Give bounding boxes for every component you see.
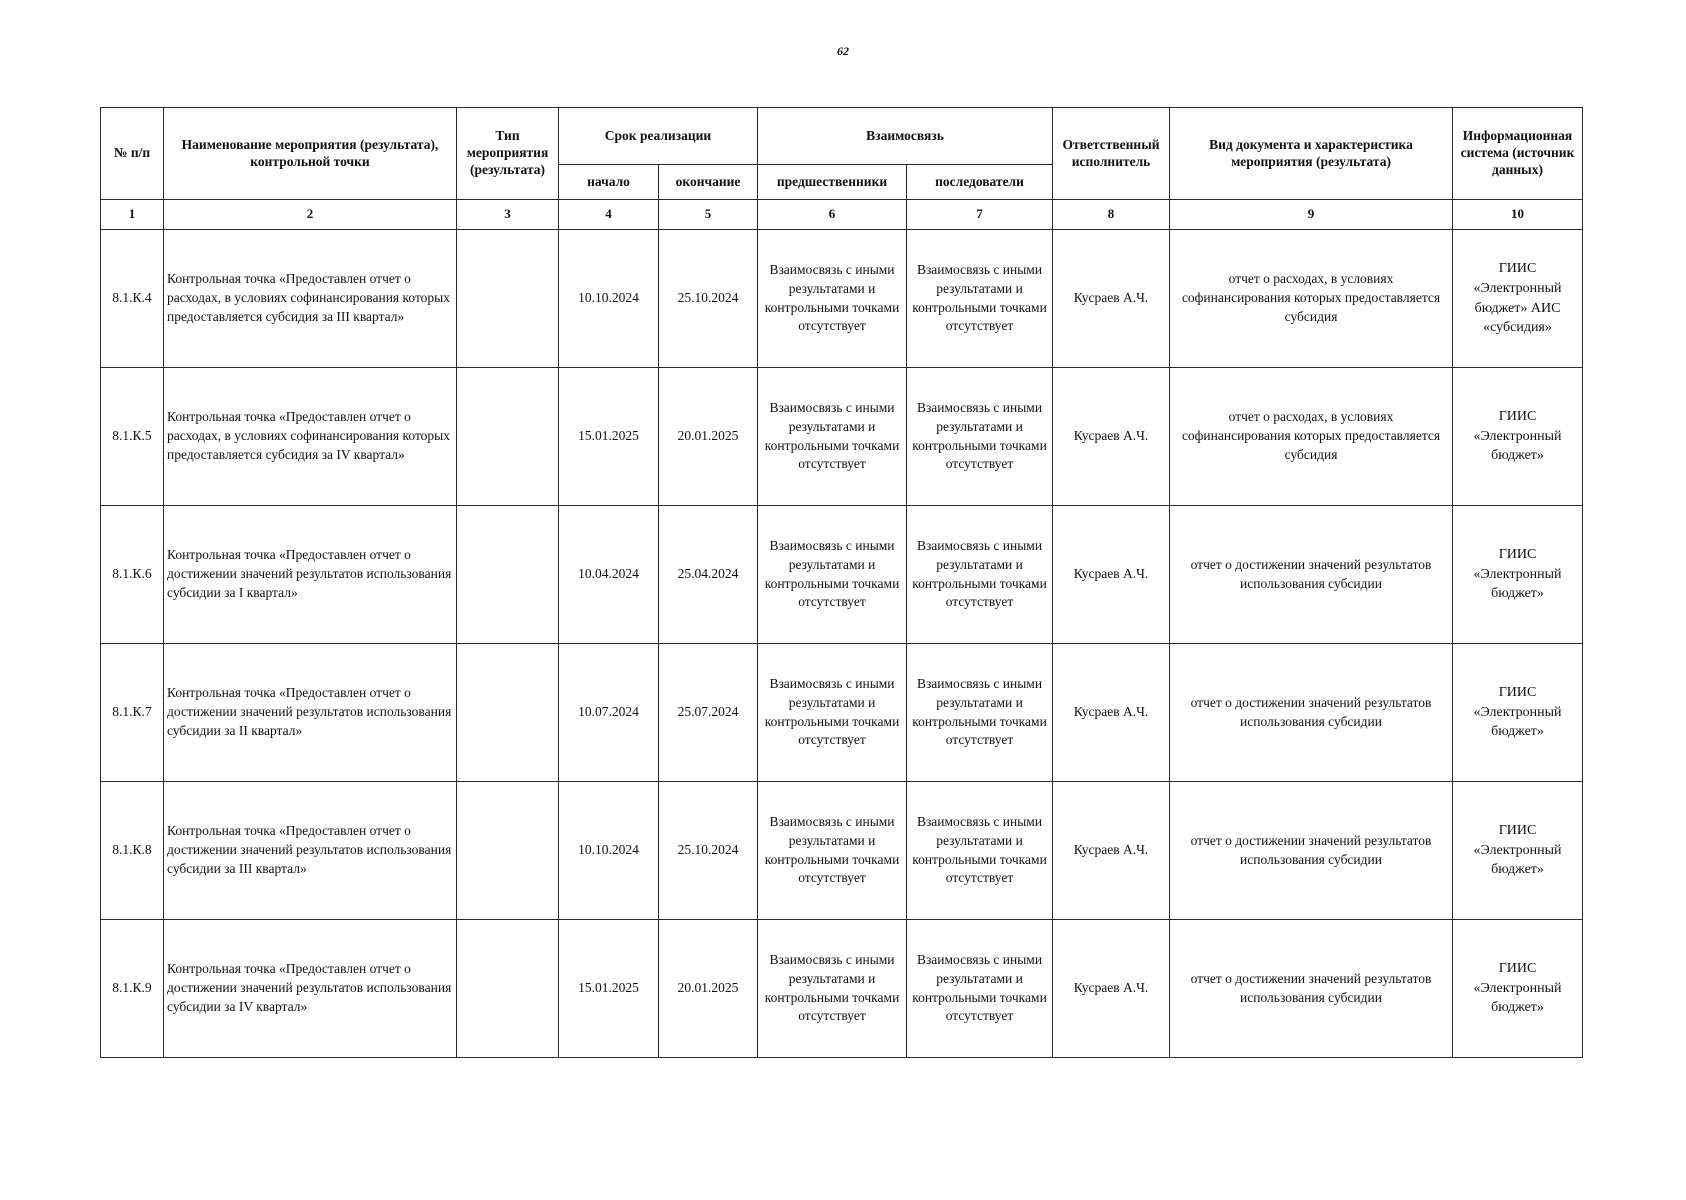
row-responsible: Кусраев А.Ч. (1053, 644, 1170, 782)
column-number: 3 (457, 200, 559, 230)
column-number: 6 (758, 200, 907, 230)
column-number: 8 (1053, 200, 1170, 230)
row-predecessors: Взаимосвязь с иными результатами и контрольными точками отсутствует (758, 644, 907, 782)
row-predecessors: Взаимосвязь с иными результатами и контрольными точками отсутствует (758, 920, 907, 1058)
row-responsible: Кусраев А.Ч. (1053, 920, 1170, 1058)
row-name: Контрольная точка «Предоставлен отчет о достижении значений результатов использования субсидии за II квартал» (164, 644, 457, 782)
row-end-date: 20.01.2025 (659, 368, 758, 506)
row-type (457, 368, 559, 506)
row-system: ГИИС «Электронный бюджет» (1453, 368, 1583, 506)
row-start-date: 10.10.2024 (559, 230, 659, 368)
row-predecessors: Взаимосвязь с иными результатами и контрольными точками отсутствует (758, 506, 907, 644)
row-system: ГИИС «Электронный бюджет» (1453, 506, 1583, 644)
row-type (457, 230, 559, 368)
row-id: 8.1.К.4 (101, 230, 164, 368)
checkpoints-table (100, 107, 1583, 1058)
column-number: 5 (659, 200, 758, 230)
row-id: 8.1.К.7 (101, 644, 164, 782)
row-id: 8.1.К.5 (101, 368, 164, 506)
row-successors: Взаимосвязь с иными результатами и контрольными точками отсутствует (907, 506, 1053, 644)
row-name: Контрольная точка «Предоставлен отчет о достижении значений результатов использования субсидии за IV квартал» (164, 920, 457, 1058)
row-document: отчет о расходах, в условиях софинансирования которых предоставляется субсидия (1170, 230, 1453, 368)
row-responsible: Кусраев А.Ч. (1053, 368, 1170, 506)
row-id: 8.1.К.8 (101, 782, 164, 920)
row-start-date: 15.01.2025 (559, 920, 659, 1058)
row-predecessors: Взаимосвязь с иными результатами и контрольными точками отсутствует (758, 368, 907, 506)
row-type (457, 506, 559, 644)
row-document: отчет о достижении значений результатов использования субсидии (1170, 920, 1453, 1058)
page-number: 62 (837, 44, 849, 58)
row-document: отчет о достижении значений результатов использования субсидии (1170, 506, 1453, 644)
header-num: № п/п (101, 108, 164, 200)
row-id: 8.1.К.6 (101, 506, 164, 644)
column-number: 4 (559, 200, 659, 230)
row-type (457, 920, 559, 1058)
row-type (457, 782, 559, 920)
header-doc: Вид документа и характеристика мероприятия (результата) (1170, 108, 1453, 200)
header-successors: последователи (907, 165, 1053, 200)
header-type: Тип мероприятия (результата) (457, 108, 559, 200)
row-name: Контрольная точка «Предоставлен отчет о достижении значений результатов использования субсидии за III квартал» (164, 782, 457, 920)
table-body (101, 230, 1583, 1058)
row-predecessors: Взаимосвязь с иными результатами и контрольными точками отсутствует (758, 782, 907, 920)
row-successors: Взаимосвязь с иными результатами и контрольными точками отсутствует (907, 782, 1053, 920)
row-id: 8.1.К.9 (101, 920, 164, 1058)
row-predecessors: Взаимосвязь с иными результатами и контрольными точками отсутствует (758, 230, 907, 368)
row-successors: Взаимосвязь с иными результатами и контрольными точками отсутствует (907, 644, 1053, 782)
row-responsible: Кусраев А.Ч. (1053, 782, 1170, 920)
row-name: Контрольная точка «Предоставлен отчет о достижении значений результатов использования субсидии за I квартал» (164, 506, 457, 644)
column-number: 2 (164, 200, 457, 230)
table-row (101, 368, 1583, 506)
row-start-date: 15.01.2025 (559, 368, 659, 506)
row-start-date: 10.04.2024 (559, 506, 659, 644)
row-document: отчет о расходах, в условиях софинансирования которых предоставляется субсидия (1170, 368, 1453, 506)
table-row (101, 644, 1583, 782)
row-document: отчет о достижении значений результатов использования субсидии (1170, 644, 1453, 782)
row-end-date: 25.04.2024 (659, 506, 758, 644)
header-period-end: окончание (659, 165, 758, 200)
header-period-start: начало (559, 165, 659, 200)
row-successors: Взаимосвязь с иными результатами и контрольными точками отсутствует (907, 920, 1053, 1058)
row-successors: Взаимосвязь с иными результатами и контрольными точками отсутствует (907, 368, 1053, 506)
row-end-date: 25.07.2024 (659, 644, 758, 782)
row-name: Контрольная точка «Предоставлен отчет о расходах, в условиях софинансирования которых предоставляется субсидия за IV квартал» (164, 368, 457, 506)
table-header (101, 108, 1583, 230)
header-period: Срок реализации (559, 108, 758, 165)
row-start-date: 10.07.2024 (559, 644, 659, 782)
row-responsible: Кусраев А.Ч. (1053, 506, 1170, 644)
column-number: 1 (101, 200, 164, 230)
row-end-date: 20.01.2025 (659, 920, 758, 1058)
row-document: отчет о достижении значений результатов использования субсидии (1170, 782, 1453, 920)
row-responsible: Кусраев А.Ч. (1053, 230, 1170, 368)
row-system: ГИИС «Электронный бюджет» (1453, 644, 1583, 782)
column-number: 9 (1170, 200, 1453, 230)
table-row (101, 230, 1583, 368)
header-name: Наименование мероприятия (результата), контрольной точки (164, 108, 457, 200)
row-system: ГИИС «Электронный бюджет» (1453, 920, 1583, 1058)
row-successors: Взаимосвязь с иными результатами и контрольными точками отсутствует (907, 230, 1053, 368)
column-number: 10 (1453, 200, 1583, 230)
row-end-date: 25.10.2024 (659, 230, 758, 368)
row-end-date: 25.10.2024 (659, 782, 758, 920)
header-relation: Взаимосвязь (758, 108, 1053, 165)
header-system: Информационная система (источник данных) (1453, 108, 1583, 200)
header-predecessors: предшественники (758, 165, 907, 200)
row-system: ГИИС «Электронный бюджет» АИС «субсидия» (1453, 230, 1583, 368)
header-responsible: Ответственный исполнитель (1053, 108, 1170, 200)
row-name: Контрольная точка «Предоставлен отчет о расходах, в условиях софинансирования которых предоставляется субсидия за III квартал» (164, 230, 457, 368)
row-start-date: 10.10.2024 (559, 782, 659, 920)
table-row (101, 506, 1583, 644)
table-row (101, 782, 1583, 920)
row-type (457, 644, 559, 782)
table-row (101, 920, 1583, 1058)
column-number: 7 (907, 200, 1053, 230)
row-system: ГИИС «Электронный бюджет» (1453, 782, 1583, 920)
